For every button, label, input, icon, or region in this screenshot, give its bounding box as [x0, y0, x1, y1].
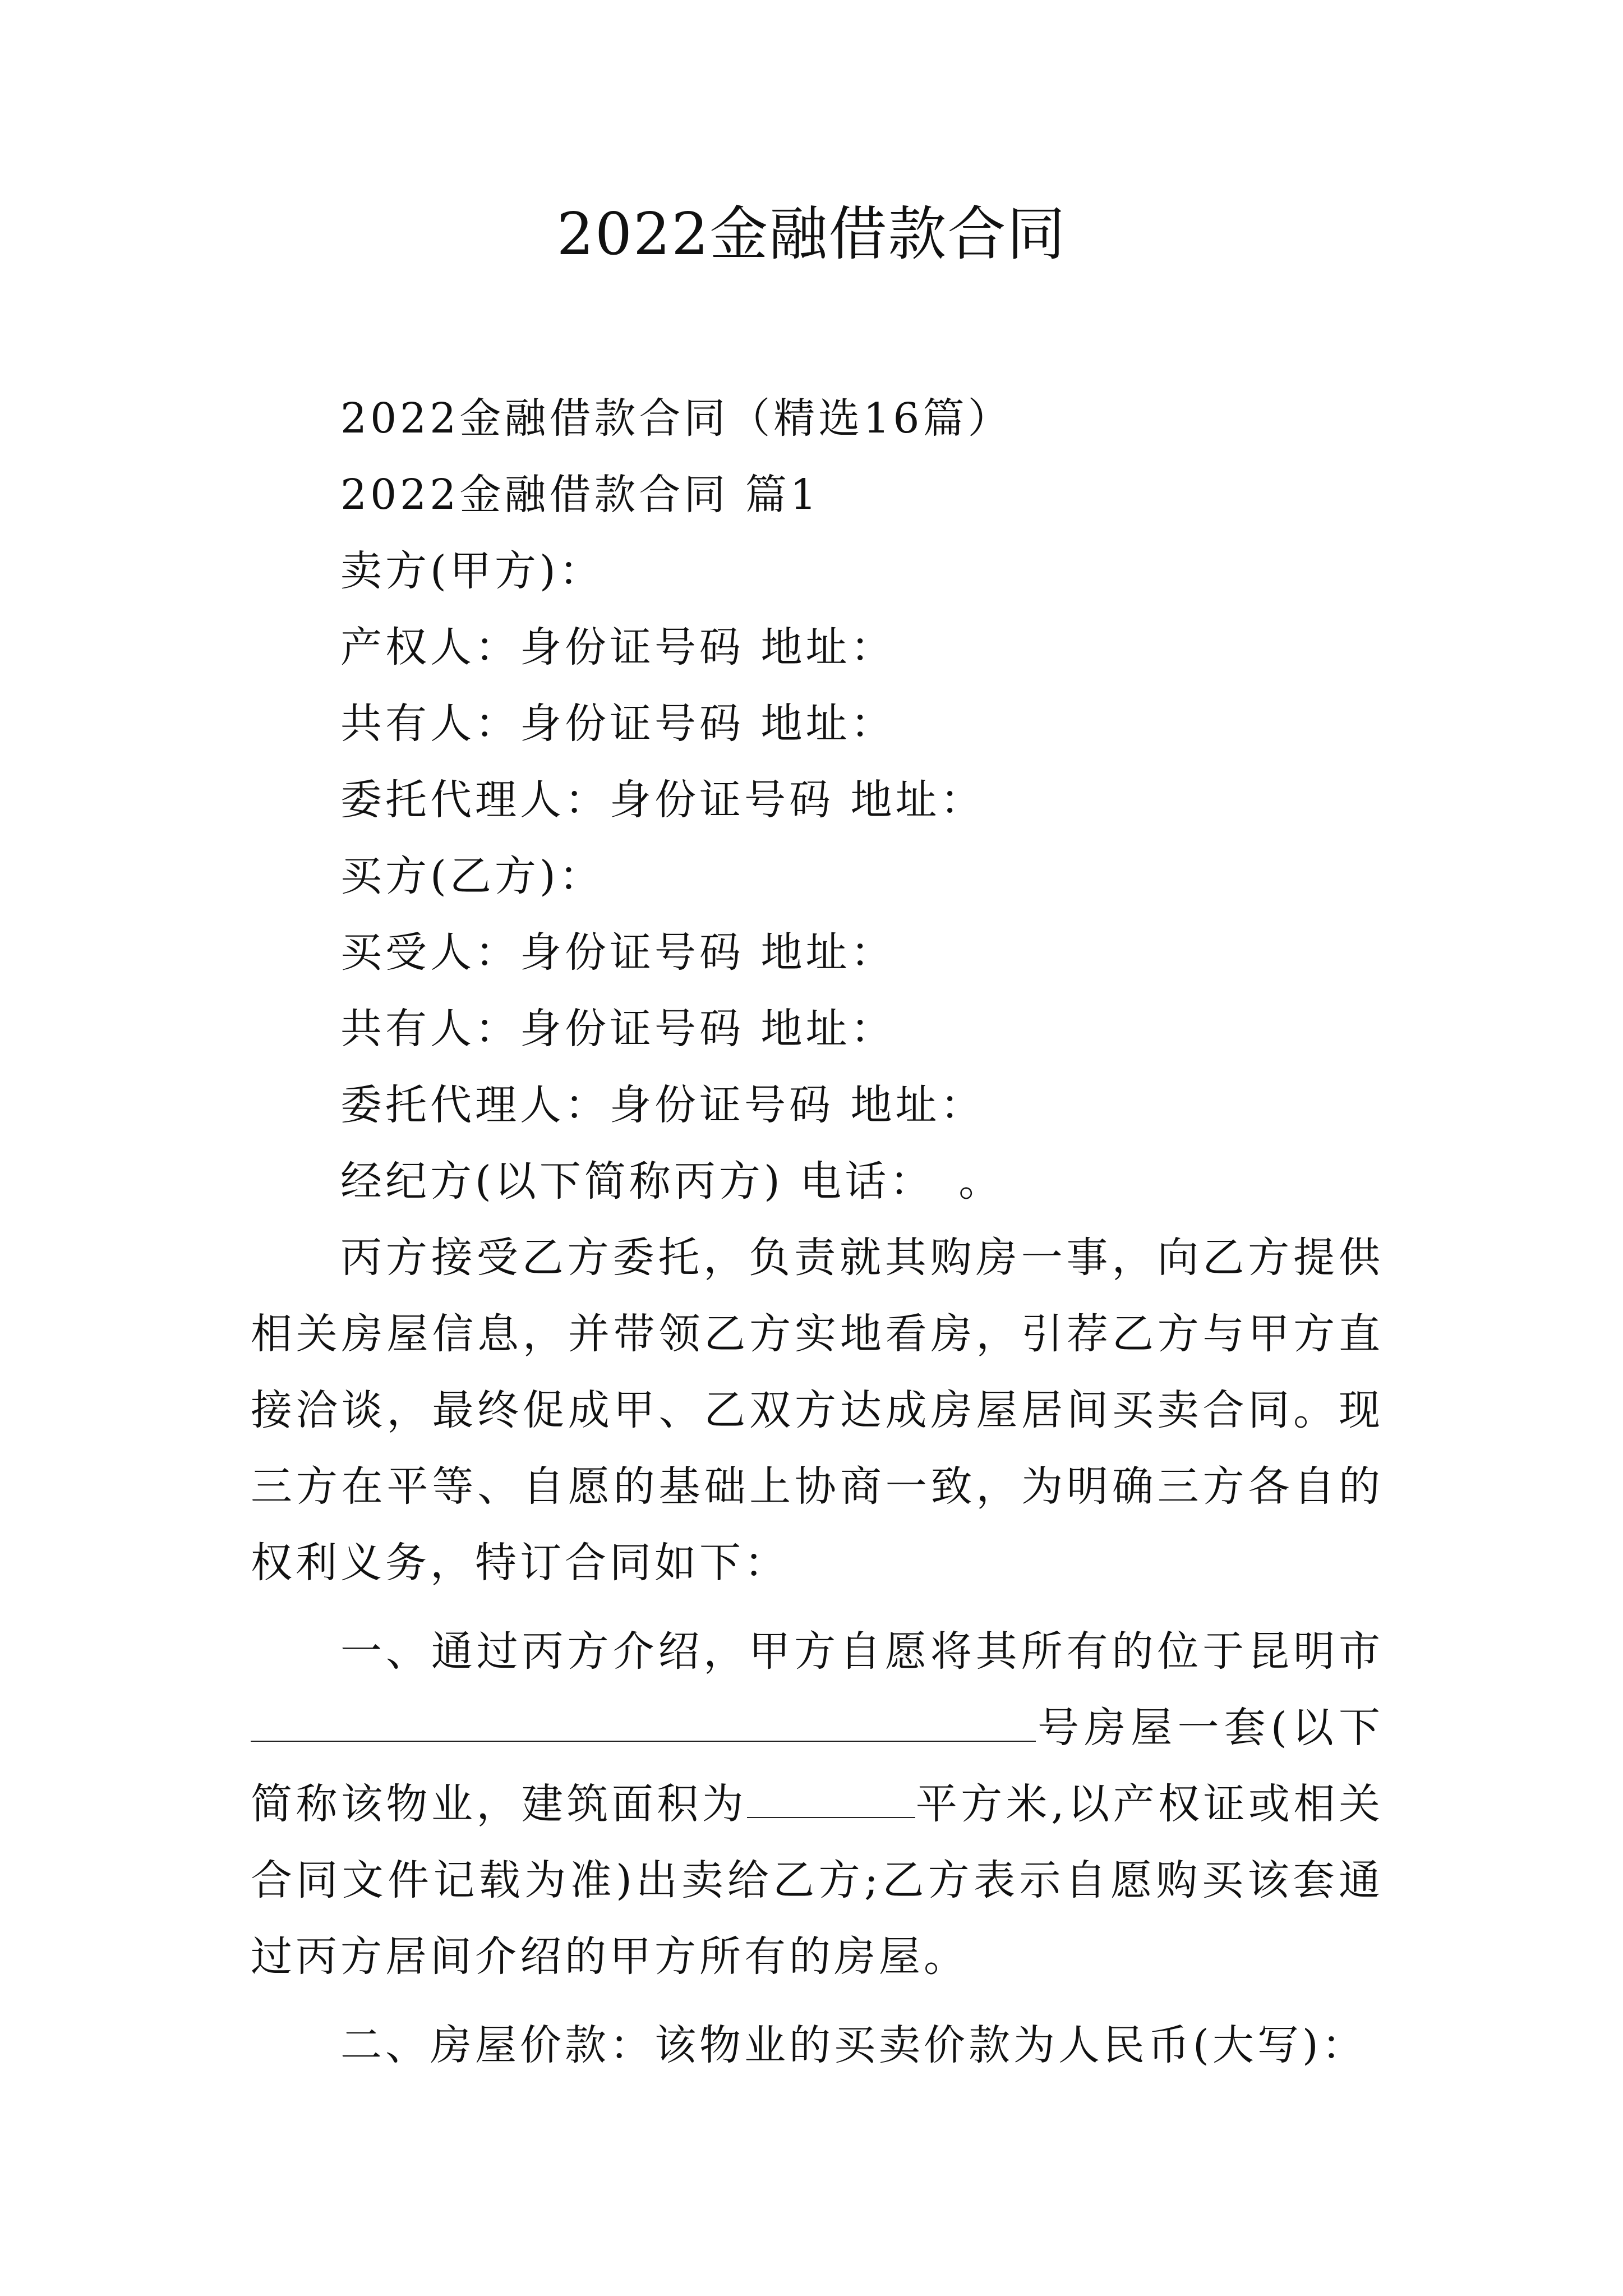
clause-1-text-c: 平方米,以产权证或相关合同文件记载为准)出卖给乙方;乙方表示自愿购买该套通过丙方居间介绍的甲方所有的房屋。	[251, 1780, 1384, 1981]
owner-line: 产权人：身份证号码 地址：	[340, 623, 896, 671]
document-body	[251, 380, 1384, 2083]
clause-2-paragraph	[251, 2007, 1384, 2083]
clause-1-text-b: 号房屋一套(以下简称该物业，建筑面积为	[251, 1704, 1384, 1828]
intro-paragraph-text: 丙方接受乙方委托，负责就其购房一事，向乙方提供相关房屋信息，并带领乙方实地看房，引荐乙方与甲方直接洽谈，最终促成甲、乙双方达成房屋居间买卖合同。现三方在平等、自愿的基础上协商一致，为明确三方各自的权利义务，特订合同如下：	[251, 1234, 1384, 1587]
subtitle-line: 2022金融借款合同（精选16篇）	[340, 394, 1013, 443]
intro-paragraph	[251, 1220, 1384, 1601]
agent-line: 委托代理人：身份证号码 地址：	[340, 776, 985, 824]
clause-1-text-a: 一、通过丙方介绍，甲方自愿将其所有的位于昆明市	[340, 1627, 1384, 1676]
area-blank	[747, 1778, 915, 1818]
buyer-agent-line: 委托代理人：身份证号码 地址：	[340, 1081, 985, 1129]
co-owner-line: 共有人：身份证号码 地址：	[340, 700, 896, 748]
document-title: 2022金融借款合同	[556, 200, 1067, 268]
section-heading: 2022金融借款合同 篇1	[340, 471, 820, 519]
paragraph-gap	[251, 1601, 1384, 1613]
seller-label: 卖方(甲方)：	[340, 547, 604, 595]
clause-1-paragraph	[251, 1613, 1384, 1995]
buyer-co-owner-line: 共有人：身份证号码 地址：	[340, 1005, 896, 1053]
broker-line: 经纪方(以下简称丙方) 电话： 。	[340, 1157, 1004, 1205]
purchaser-line: 买受人：身份证号码 地址：	[340, 928, 896, 977]
paragraph-gap	[251, 1995, 1384, 2007]
address-blank	[251, 1701, 1036, 1742]
buyer-label: 买方(乙方)：	[340, 852, 604, 900]
clause-2-text: 二、房屋价款：该物业的买卖价款为人民币(大写)：	[340, 2021, 1367, 2069]
